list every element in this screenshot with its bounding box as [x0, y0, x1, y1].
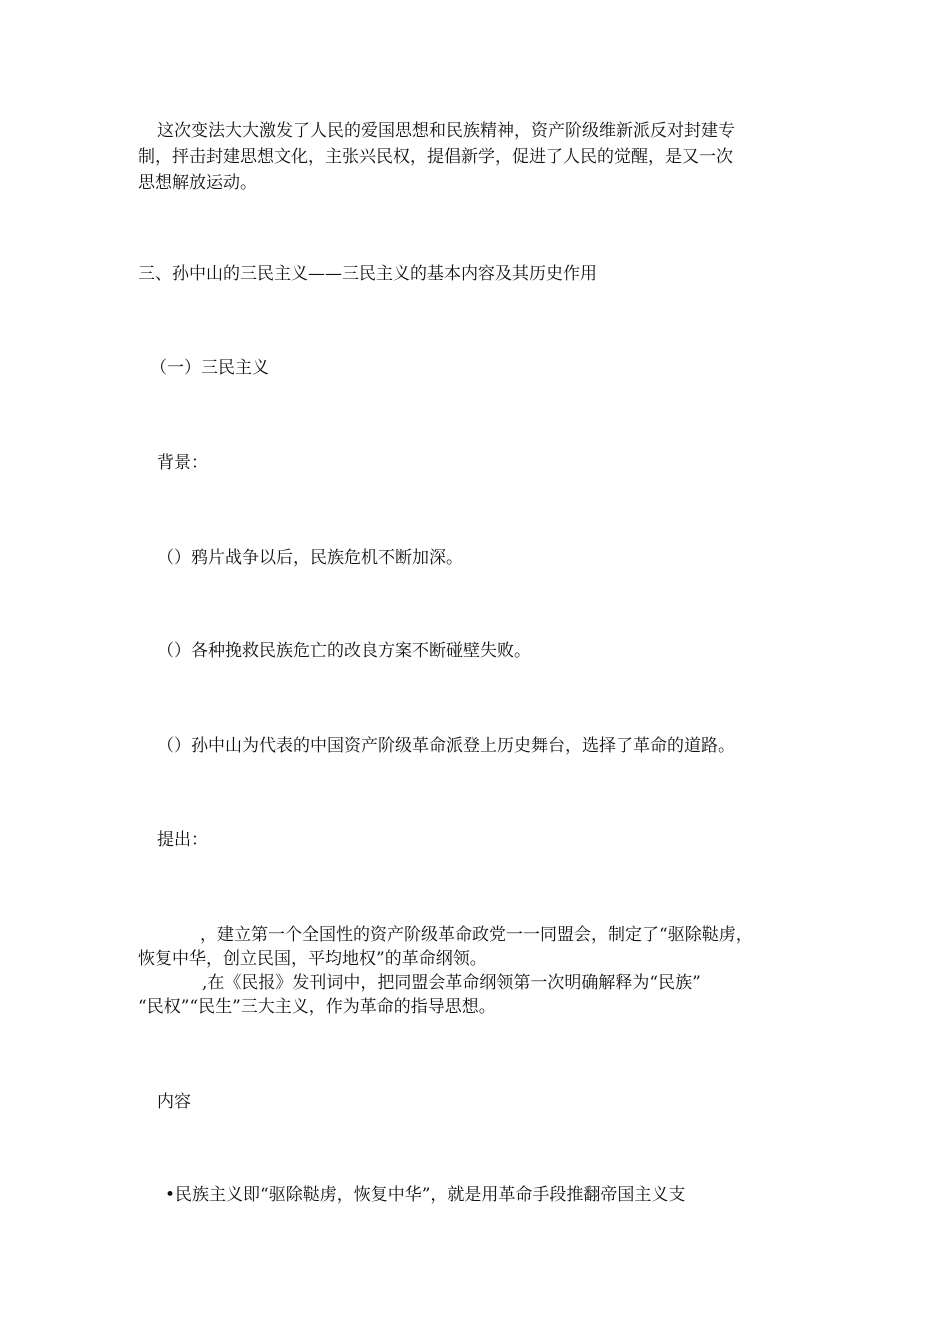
background-item-1: （）鸦片战争以后，民族危机不断加深。 [157, 548, 463, 568]
background-item-3: （）孙中山为代表的中国资产阶级革命派登上历史舞台，选择了革命的道路。 [157, 736, 735, 756]
proposal-line-4: “民权”“民生”三大主义，作为革命的指导思想。 [138, 997, 496, 1017]
sub-heading: （一）三民主义 [150, 358, 269, 378]
intro-line-2: 制，抨击封建思想文化，主张兴民权，提倡新学，促进了人民的觉醒，是又一次 [138, 147, 733, 167]
section-heading: 三、孙中山的三民主义——三民主义的基本内容及其历史作用 [138, 264, 597, 284]
proposal-line-1: ，建立第一个全国性的资产阶级革命政党一一同盟会，制定了“驱除鞑虏， [200, 925, 753, 945]
intro-line-1: 这次变法大大激发了人民的爱国思想和民族精神，资产阶级维新派反对封建专 [157, 121, 735, 141]
content-label: 内容 [157, 1092, 191, 1112]
background-label: 背景： [157, 453, 208, 473]
intro-line-3: 思想解放运动。 [138, 173, 257, 193]
proposal-line-2: 恢复中华，创立民国，平均地权”的革命纲领。 [138, 949, 487, 969]
background-item-2: （）各种挽救民族危亡的改良方案不断碰壁失败。 [157, 641, 531, 661]
proposal-line-3: ,在《民报》发刊词中，把同盟会革命纲领第一次明确解释为“民族” [202, 973, 701, 993]
proposal-label: 提出： [157, 830, 208, 850]
content-item-1: •民族主义即“驱除鞑虏，恢复中华”，就是用革命手段推翻帝国主义支 [165, 1185, 686, 1205]
